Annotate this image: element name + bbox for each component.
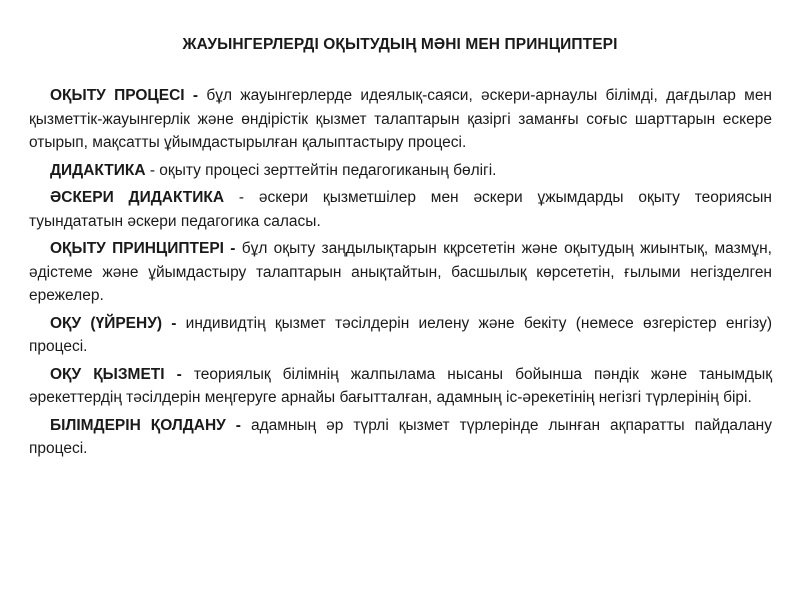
slide-title: ЖАУЫНГЕРЛЕРДІ ОҚЫТУДЫҢ МӘНІ МЕН ПРИНЦИПТЕРІ — [182, 36, 618, 53]
definition-term: ДИДАКТИКА — [50, 161, 146, 179]
definition-paragraph — [29, 159, 772, 183]
definition-paragraph — [29, 237, 772, 308]
definition-term: ОҚЫТУ ПРОЦЕСІ - — [50, 87, 199, 104]
definition-paragraph — [29, 186, 772, 233]
definition-term: ОҚУ (ҮЙРЕНУ) - — [50, 314, 177, 332]
definition-paragraph — [29, 312, 772, 359]
definition-text: индивидтің қызмет тәсілдерін иелену және бекіту (немесе өзгерістер енгізу) процесі. — [29, 314, 772, 355]
definition-term: ОҚЫТУ ПРИНЦИПТЕРІ - — [50, 240, 236, 257]
definition-text: адамның әр түрлі қызмет түрлерінде лынған ақпаратты пайдалану процесі. — [29, 416, 772, 457]
definition-term: БІЛІМДЕРІН ҚОЛДАНУ - — [50, 416, 241, 434]
definition-paragraph — [29, 363, 772, 410]
definition-text: - оқыту процесі зерттейтін педагогиканың бөлігі. — [145, 161, 497, 179]
definition-text: теориялық білімнің жалпылама нысаны бойынша пәндік және танымдық әрекеттердің тәсілдерін меңгеруге арнайы бағытталған, адамның іс-әрекетінің негізгі түрлерінің бірі. — [29, 365, 772, 406]
definition-text: бұл жауынгерлерде идеялық-саяси, әскери-арнаулы білімді, дағдылар мен қызметтік-жауынгерлік және өндірістік қызмет талаптарын қазіргі заманғы соғыс шарттарын ескере отырып, мақсатты ұйымдастырылған қалыптастыру процесі. — [29, 87, 772, 151]
definition-paragraph — [29, 84, 772, 155]
definition-paragraph — [29, 414, 772, 461]
definitions-body — [29, 84, 772, 465]
definition-text: - әскери қызметшілер мен әскери ұжымдарды оқыту теориясын туындататын әскери педагогика саласы. — [29, 189, 772, 230]
definition-text: бұл оқыту заңдылықтарын кқрсететін және оқытудың жиынтық, мазмұн, әдістеме және ұйымдастыру талаптарын анықтайтын, басшылық көрсететін, ғылыми негізделген ережелер. — [29, 240, 772, 304]
definition-term: ӘСКЕРИ ДИДАКТИКА — [50, 189, 225, 206]
definition-term: ОҚУ ҚЫЗМЕТІ - — [50, 365, 182, 383]
